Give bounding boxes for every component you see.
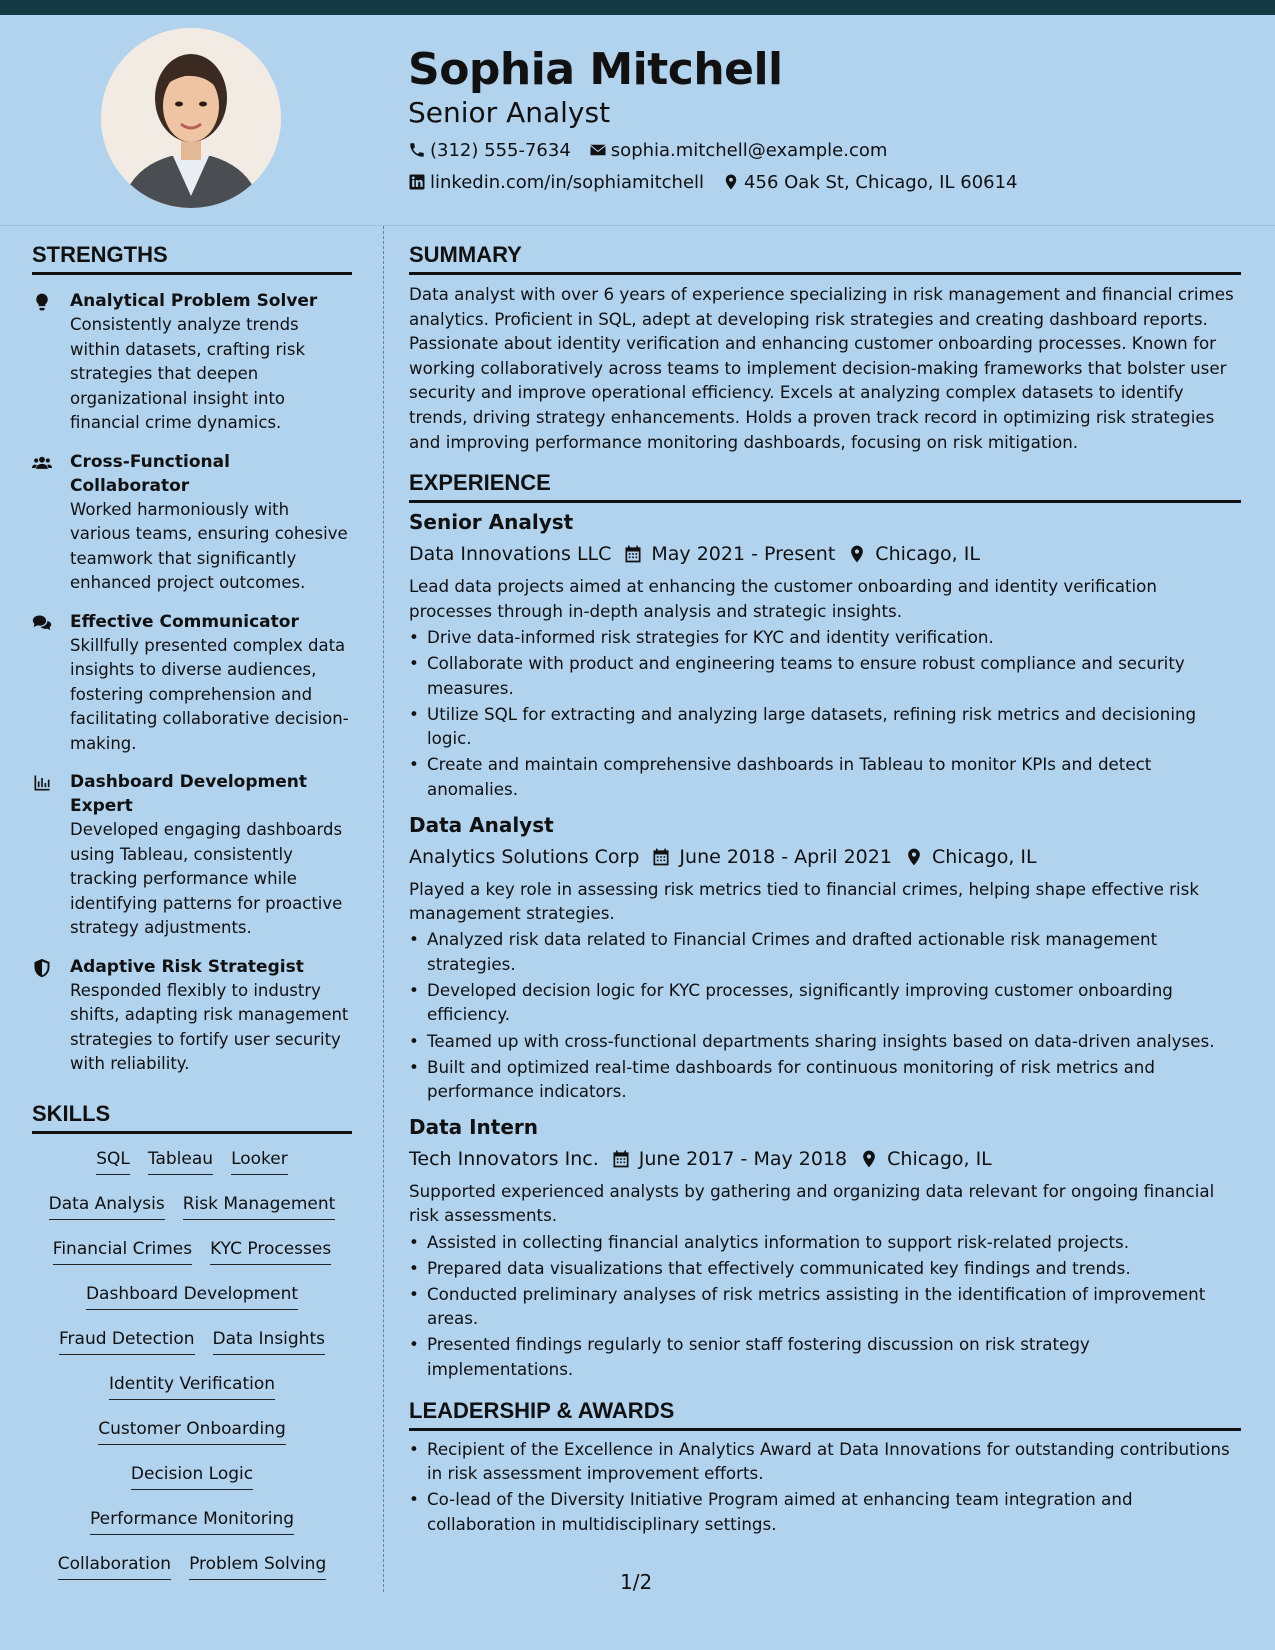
job-description: Supported experienced analysts by gathering and organizing data relevant for ongoing financial risk assessments. [409,1180,1215,1226]
skill-tag: Tableau [148,1146,213,1175]
job-bullet: • Built and optimized real-time dashboards for continuous monitoring of risk metrics and performance indicators. [409,1055,1241,1104]
job-title: Data Analyst [409,812,554,837]
strengths-title: STRENGTHS [32,242,168,267]
left-column [32,240,352,1596]
section-rule [409,272,1241,275]
job-meta [409,539,1241,569]
linkedin-icon [408,173,426,191]
job-company: Tech Innovators Inc. [409,1147,599,1170]
skill-tag: Customer Onboarding [98,1416,286,1445]
job-bullet: • Analyzed risk data related to Financial Crimes and drafted actionable risk management strategies. [409,927,1241,976]
strength-title: Analytical Problem Solver [70,291,318,311]
column-divider [383,226,384,1592]
job-company: Data Innovations LLC [409,543,612,566]
header-divider [0,225,1275,226]
calendar-icon [611,1149,631,1169]
map-pin-icon [847,544,867,564]
contact-line-1 [408,134,1248,166]
comments-icon [32,613,52,633]
skill-row [32,1191,352,1236]
lightbulb-icon [32,292,52,312]
strength-desc: Consistently analyze trends within datasets, crafting risk strategies that deepen organizational insight into financial crime dynamics. [70,315,305,432]
skill-tag: Identity Verification [109,1371,275,1400]
section-rule [32,272,352,275]
job-bullet: • Teamed up with cross-functional departments sharing insights based on data-driven analyses. [409,1029,1241,1054]
experience-title: EXPERIENCE [409,470,551,496]
strength-desc: Responded flexibly to industry shifts, adapting risk management strategies to fortify user security with reliability. [70,980,349,1073]
leadership-bullet: • Recipient of the Excellence in Analytics Award at Data Innovations for outstanding contributions in risk assessment improvement efforts. [409,1437,1241,1486]
skill-row [32,1236,352,1281]
job-bullets [409,1230,1241,1382]
page-number: 1/2 [620,1570,653,1594]
job-title: Senior Analyst [409,510,574,535]
shield-icon [32,958,52,978]
skill-tag: Data Insights [213,1326,325,1355]
skill-row [32,1461,352,1506]
job-bullet: • Developed decision logic for KYC processes, significantly improving customer onboarding efficiency. [409,978,1241,1027]
skill-row [32,1146,352,1191]
job-meta [409,1144,1241,1174]
address-contact [722,172,1017,193]
portrait-image [101,28,281,208]
skill-tag: Problem Solving [189,1551,326,1580]
right-column [409,240,1241,1536]
job-bullet: • Prepared data visualizations that effectively communicated key findings and trends. [409,1256,1241,1281]
skill-tag: Performance Monitoring [90,1506,294,1535]
skill-tag: Financial Crimes [53,1236,192,1265]
strength-item [32,289,352,436]
map-pin-icon [904,847,924,867]
strength-title: Dashboard Development Expert [70,772,307,816]
resume-header [408,42,1248,198]
section-rule [32,1131,352,1134]
skill-row [32,1506,352,1551]
chart-icon [32,773,52,793]
skill-tag: Data Analysis [49,1191,165,1220]
map-pin-icon [859,1149,879,1169]
phone-icon [408,141,426,159]
job-dates: June 2017 - May 2018 [638,1147,848,1170]
skill-tag: Collaboration [58,1551,171,1580]
strength-item [32,610,352,757]
job-dates: May 2021 - Present [651,543,836,566]
summary-title: SUMMARY [409,242,522,267]
job-company: Analytics Solutions Corp [409,845,640,868]
section-rule [409,500,1241,503]
skill-tag: Fraud Detection [59,1326,195,1355]
users-icon [32,453,52,473]
skill-tag: Dashboard Development [86,1281,298,1310]
job-location: Chicago, IL [875,543,980,566]
skill-tag: KYC Processes [210,1236,331,1265]
job-bullet: • Presented findings regularly to senior staff fostering discussion on risk strategy implementations. [409,1332,1241,1381]
calendar-icon [651,847,671,867]
strength-item [32,955,352,1077]
strength-title: Effective Communicator [70,611,299,632]
leadership-bullet: • Co-lead of the Diversity Initiative Program aimed at enhancing team integration and collaboration in multidisciplinary settings. [409,1487,1241,1536]
job-entry [409,810,1241,1104]
skill-tag: SQL [96,1146,130,1175]
skill-row [32,1371,352,1416]
top-banner [0,0,1275,15]
linkedin-contact[interactable] [408,172,704,193]
job-location: Chicago, IL [931,845,1037,868]
section-rule [409,1428,1241,1431]
job-bullet: • Create and maintain comprehensive dashboards in Tableau to monitor KPIs and detect anomalies. [409,752,1241,801]
strength-title: Adaptive Risk Strategist [70,956,304,977]
candidate-role: Senior Analyst [408,96,611,129]
strength-item [32,450,352,596]
email-text: sophia.mitchell@example.com [610,139,888,161]
skill-row [32,1281,352,1326]
envelope-icon [589,141,607,159]
leadership-bullets [409,1437,1241,1537]
skill-row [32,1416,352,1461]
summary-text: Data analyst with over 6 years of experience specializing in risk management and financial crimes analytics. Proficient in SQL, adept at developing risk strategies and creating dashboard reports. Passionate about identity verification and enhancing customer onboarding processes. Known for working collaboratively across teams to implement decision-making frameworks that bolster user security and improve operational efficiency. Excels at analyzing complex datasets to identify trends, driving strategy enhancements. Holds a proven track record in optimizing risk strategies and improving performance monitoring dashboards, focusing on risk mitigation. [409,284,1234,452]
email-contact[interactable] [589,140,888,161]
job-bullet: • Utilize SQL for extracting and analyzing large datasets, refining risk metrics and decisioning logic. [409,702,1241,751]
job-title: Data Intern [409,1114,539,1139]
strength-title: Cross-Functional Collaborator [70,451,230,496]
job-bullet: • Collaborate with product and engineering teams to ensure robust compliance and security measures. [409,651,1241,700]
map-pin-icon [722,173,740,191]
job-bullets [409,625,1241,802]
job-description: Played a key role in assessing risk metrics tied to financial crimes, helping shape effective risk management strategies. [409,878,1200,924]
job-bullet: • Drive data-informed risk strategies for KYC and identity verification. [409,625,1241,650]
skills-title: SKILLS [32,1100,111,1126]
leadership-title: LEADERSHIP & AWARDS [409,1397,675,1423]
job-entry [409,1112,1241,1382]
job-location: Chicago, IL [887,1147,992,1170]
contact-line-2 [408,166,1248,198]
job-bullets [409,927,1241,1104]
phone-text: (312) 555-7634 [430,139,571,161]
job-bullet: • Assisted in collecting financial analytics information to support risk-related projects. [409,1230,1241,1255]
skill-row [32,1551,352,1596]
phone-contact[interactable] [408,140,571,161]
strength-desc: Developed engaging dashboards using Tableau, consistently tracking performance while identifying patterns for proactive strategy adjustments. [70,820,343,937]
skill-tag: Looker [231,1146,288,1175]
skill-row [32,1326,352,1371]
profile-photo [101,28,281,208]
job-bullet: • Conducted preliminary analyses of risk metrics assisting in the identification of improvement areas. [409,1282,1241,1331]
calendar-icon [623,544,643,564]
linkedin-text: linkedin.com/in/sophiamitchell [430,171,705,193]
candidate-name: Sophia Mitchell [408,44,783,95]
address-text: 456 Oak St, Chicago, IL 60614 [744,171,1018,193]
strength-item [32,770,352,941]
skill-tag: Decision Logic [131,1461,253,1490]
skills-list [32,1146,352,1596]
strength-desc: Skillfully presented complex data insights to diverse audiences, fostering comprehension and facilitating collaborative decision-making. [70,635,349,753]
strength-desc: Worked harmoniously with various teams, ensuring cohesive teamwork that significantly enhanced project outcomes. [70,499,348,592]
skill-tag: Risk Management [183,1191,336,1220]
job-dates: June 2018 - April 2021 [679,845,892,868]
job-meta [409,842,1241,872]
job-description: Lead data projects aimed at enhancing the customer onboarding and identity verification processes through in-depth analysis and strategic insights. [409,576,1157,621]
job-entry [409,507,1241,801]
